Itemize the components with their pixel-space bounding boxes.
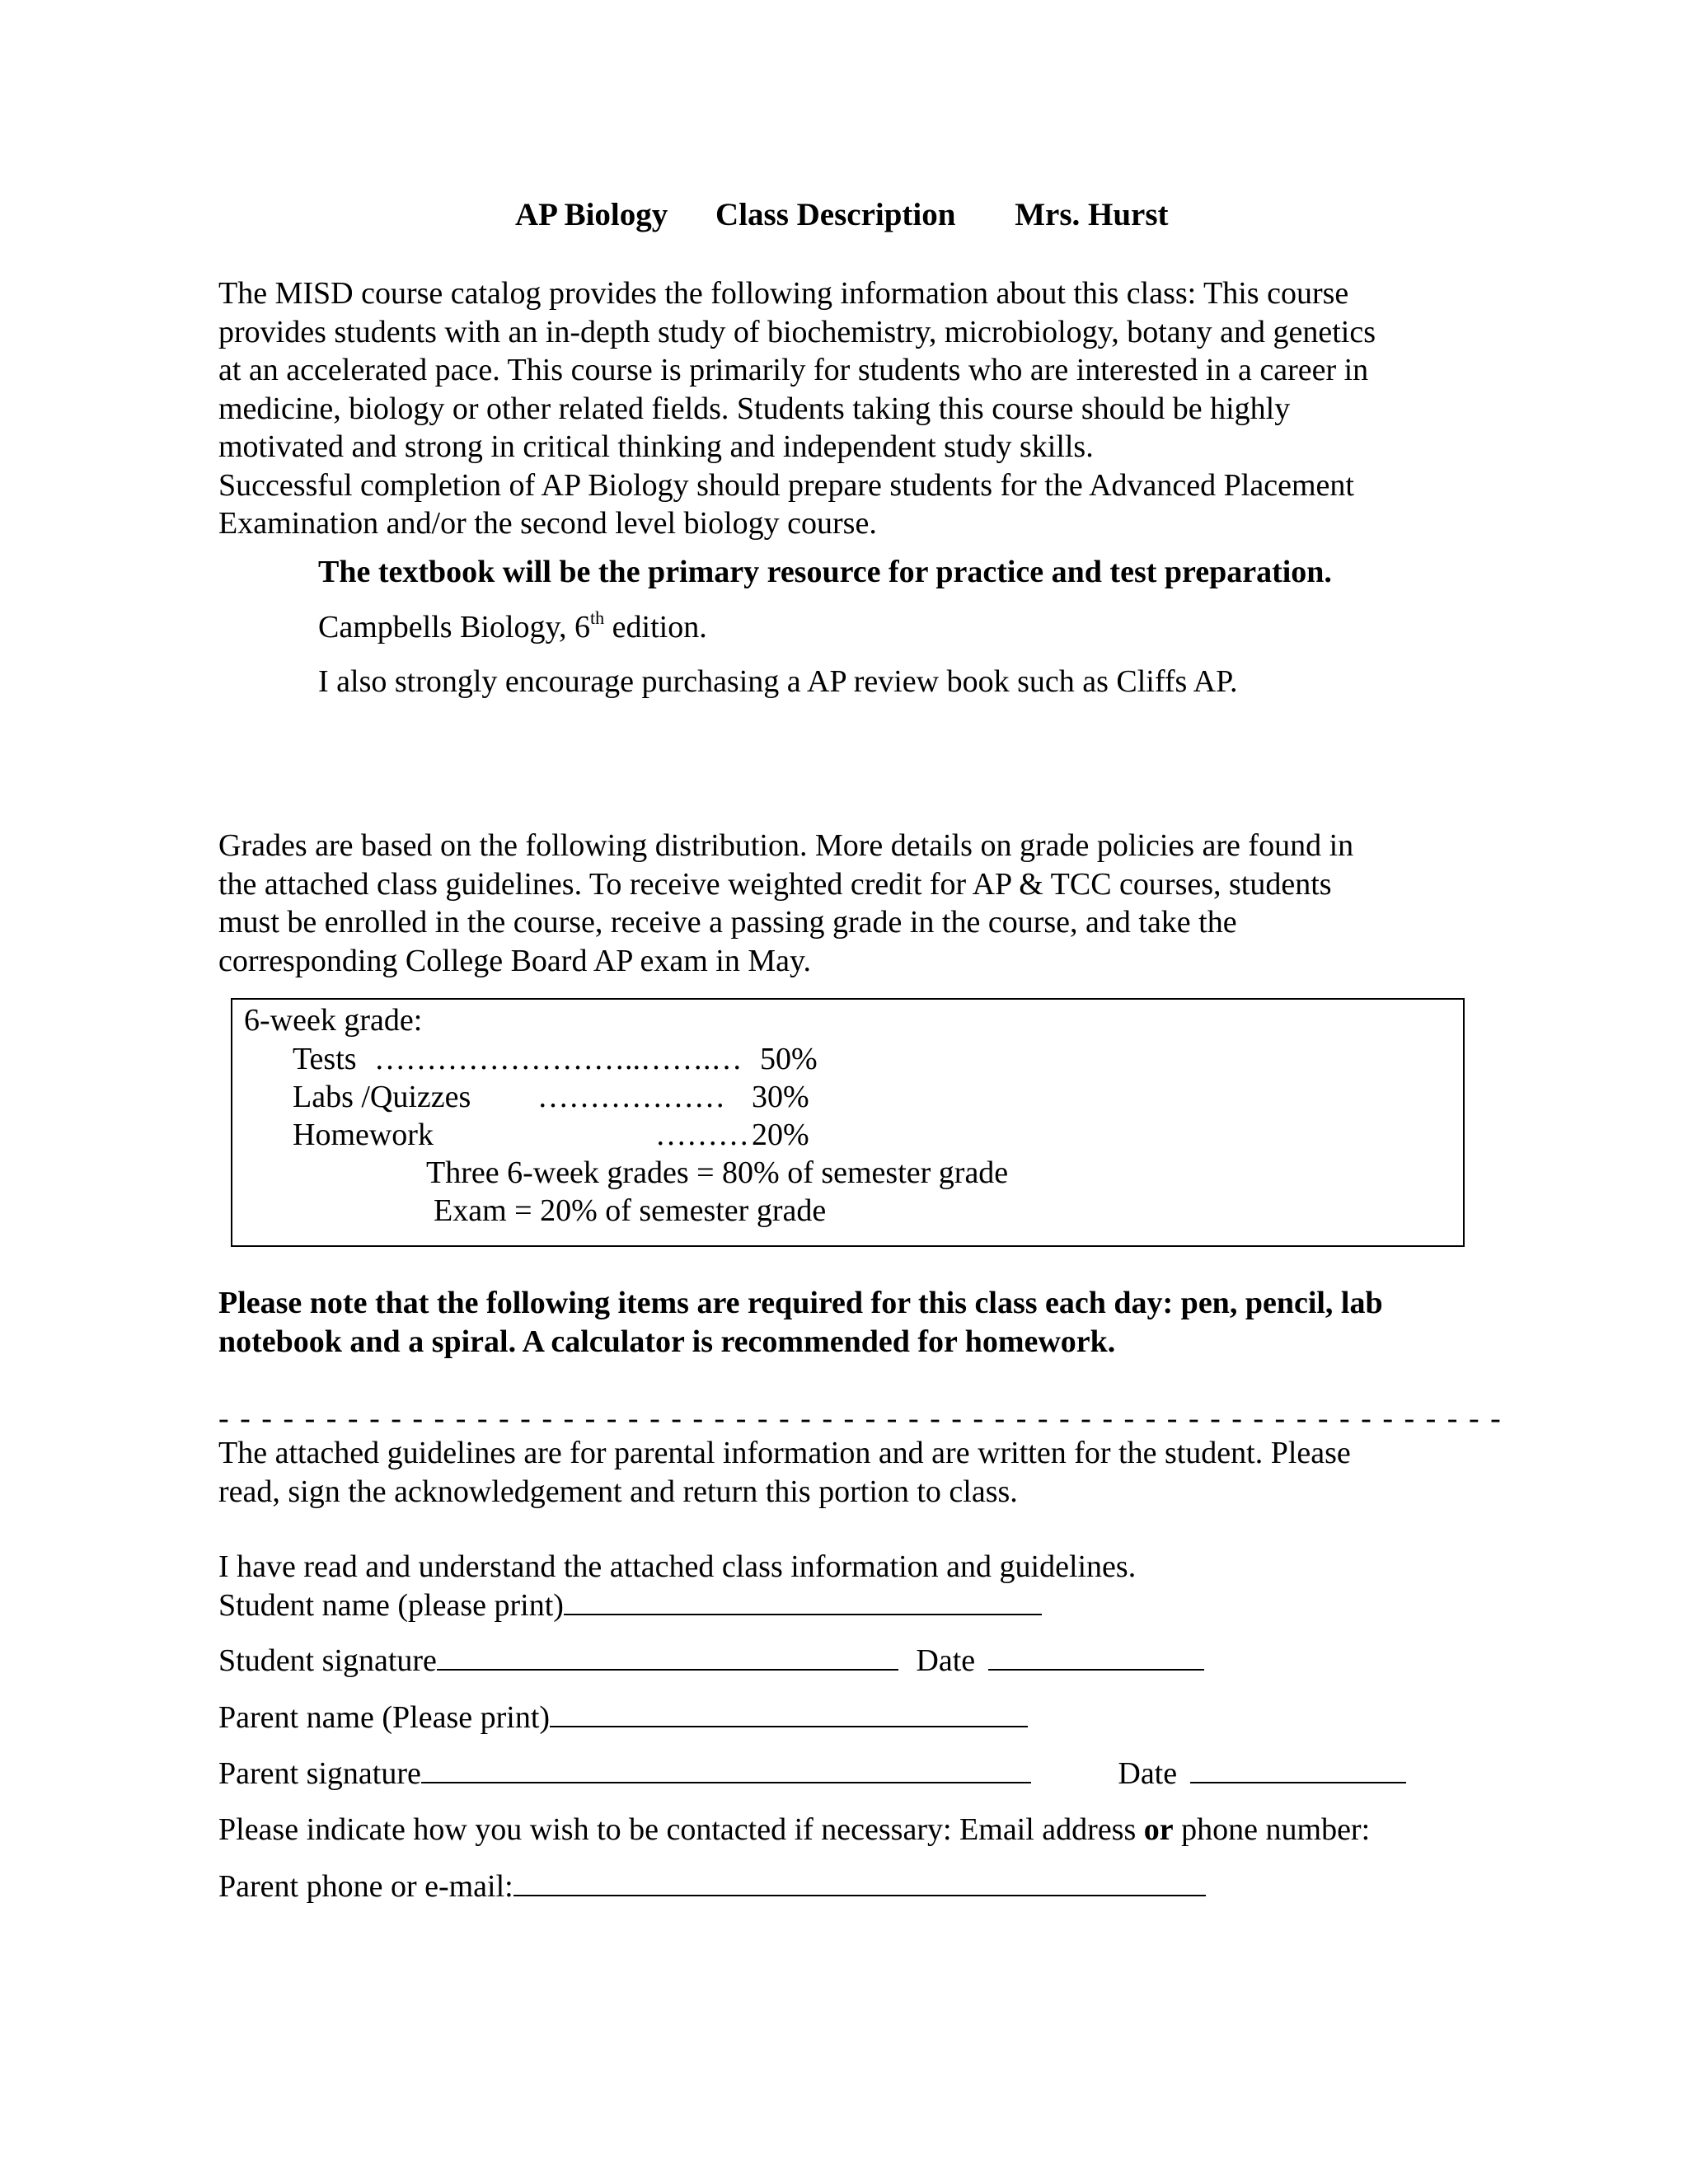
contact-or-emphasis: or [1143, 1812, 1174, 1847]
semester-six-week-rule: Three 6-week grades = 80% of semester grade [426, 1155, 1009, 1190]
six-week-grade-heading: 6-week grade: [244, 1003, 423, 1038]
student-date-field[interactable] [988, 1641, 1204, 1671]
review-book-note: I also strongly encourage purchasing a AP review book such as Cliffs AP. [318, 664, 1238, 699]
parent-contact-row [218, 1867, 1206, 1906]
contact-preference-end: phone number: [1173, 1812, 1371, 1847]
intro-line: provides students with an in-depth study of biochemistry, microbiology, botany and genetics [218, 314, 1376, 349]
teacher-name: Mrs. Hurst [1015, 197, 1169, 232]
tests-label: Tests [293, 1042, 357, 1076]
edition-superscript: th [590, 607, 605, 628]
primary-resource-note: The textbook will be the primary resource for practice and test preparation. [318, 555, 1332, 589]
contact-preference-note [218, 1811, 1370, 1849]
tests-leader-dots: ……………………..…….… [374, 1042, 743, 1076]
notice-line: The attached guidelines are for parental information and are written for the student. Please [218, 1436, 1351, 1470]
course-catalog-paragraph [218, 274, 1479, 543]
labs-leader-dots: ……………… [537, 1080, 725, 1114]
homework-leader-dots: ……… [655, 1118, 749, 1152]
intro-line: medicine, biology or other related fields. Students taking this course should be highly [218, 391, 1291, 426]
student-name-field[interactable] [564, 1586, 1042, 1615]
cut-here-line: - - - - - - - - - - - - - - - - - - - - - - - - - - - - - - - - - - - - - - - - - - - - - - - - - - - - - - - - - - - - [218, 1401, 1503, 1436]
intro-line: The MISD course catalog provides the following information about this class: This course [218, 276, 1349, 311]
grade-distribution-box [231, 998, 1465, 1247]
parent-signature-row [218, 1754, 1406, 1793]
intro-line: Successful completion of AP Biology should prepare students for the Advanced Placement [218, 467, 1354, 503]
semester-exam-rule: Exam = 20% of semester grade [434, 1193, 827, 1228]
grades-line: Grades are based on the following distribution. More details on grade policies are found in [218, 828, 1354, 863]
intro-line: motivated and strong in critical thinking and independent study skills. [218, 429, 1094, 464]
grades-line: must be enrolled in the course, receive a passing grade in the course, and take the [218, 905, 1237, 940]
parent-name-label: Parent name (Please print) [218, 1700, 551, 1735]
return-notice [218, 1434, 1479, 1511]
textbook-line [318, 608, 1489, 647]
parent-date-label: Date [1118, 1756, 1178, 1791]
labs-quizzes-label: Labs /Quizzes [293, 1080, 471, 1114]
course-name: AP Biology [515, 197, 668, 232]
required-line: Please note that the following items are required for this class each day: pen, pencil, lab [218, 1286, 1383, 1320]
parent-date-field[interactable] [1190, 1754, 1406, 1783]
tests-percent: 50% [760, 1042, 818, 1076]
parent-name-row [218, 1698, 1028, 1737]
contact-preference-text: Please indicate how you wish to be contacted if necessary: Email address [218, 1812, 1144, 1847]
document-type: Class Description [715, 197, 956, 232]
student-date-label: Date [916, 1643, 976, 1678]
required-line: notebook and a spiral. A calculator is recommended for homework. [218, 1324, 1116, 1359]
parent-name-field[interactable] [550, 1698, 1028, 1727]
parent-signature-label: Parent signature [218, 1756, 421, 1791]
student-name-row [218, 1586, 1042, 1625]
grades-line: the attached class guidelines. To receive weighted credit for AP & TCC courses, students [218, 866, 1332, 902]
student-name-label: Student name (please print) [218, 1588, 564, 1623]
parent-contact-label: Parent phone or e-mail: [218, 1869, 513, 1904]
grades-distribution-paragraph [218, 827, 1479, 980]
page-title [515, 196, 1169, 235]
student-signature-label: Student signature [218, 1643, 437, 1678]
intro-line: at an accelerated pace. This course is primarily for students who are interested in a career in [218, 353, 1369, 387]
homework-percent: 20% [752, 1118, 809, 1152]
parent-signature-field[interactable] [421, 1754, 1031, 1783]
homework-label: Homework [293, 1118, 434, 1152]
labs-quizzes-percent: 30% [752, 1080, 809, 1114]
textbook-edition: edition. [604, 610, 707, 644]
required-items-note [218, 1284, 1479, 1361]
grades-line: corresponding College Board AP exam in May. [218, 943, 812, 978]
notice-line: read, sign the acknowledgement and return this portion to class. [218, 1474, 1018, 1509]
student-signature-row [218, 1641, 1204, 1680]
student-signature-field[interactable] [437, 1641, 898, 1671]
acknowledgement-statement: I have read and understand the attached class information and guidelines. [218, 1549, 1137, 1584]
textbook-title: Campbells Biology, 6 [318, 610, 591, 644]
intro-line: Examination and/or the second level biology course. [218, 506, 877, 541]
parent-contact-field[interactable] [513, 1867, 1206, 1896]
